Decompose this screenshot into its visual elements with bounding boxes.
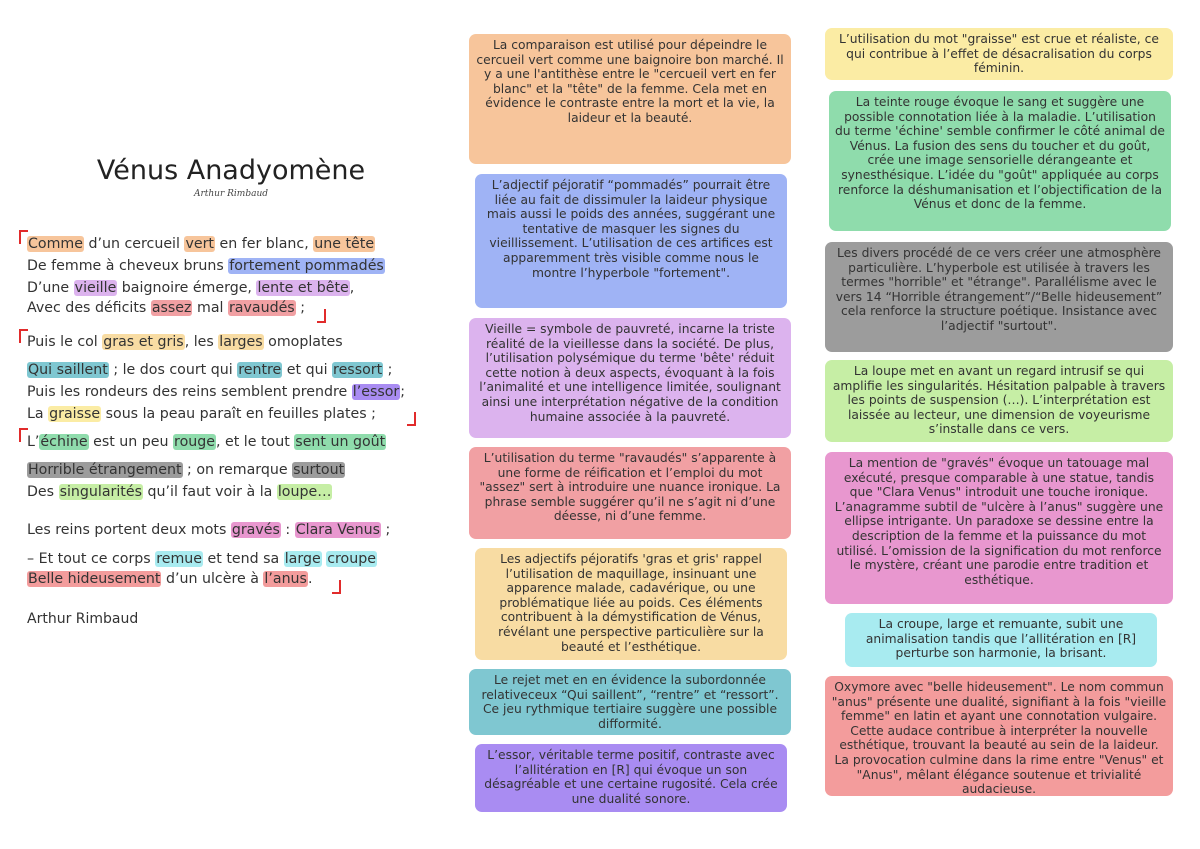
- poem-text: :: [280, 522, 295, 538]
- poem-text: , et le tout: [215, 434, 295, 450]
- note-comparaison: La comparaison est utilisé pour dépeindre le cercueil vert comme une baignoire bon marché. Il y a une l'antithèse entre le "cercueil vert en fer blanc" et la "tête" de la femme. Cela met en évidence le contraste entre la mort et la vie, la laideur et la beauté.: [469, 34, 791, 164]
- poem-text: Des: [27, 484, 59, 500]
- poem-text: en fer blanc,: [214, 236, 314, 252]
- bracket-close: [407, 412, 416, 426]
- highlight-lanus: l’anus: [264, 571, 307, 587]
- poem-line-8: [27, 404, 376, 424]
- note-vieille: Vieille = symbole de pauvreté, incarne la triste réalité de la vieillesse dans la société. De plus, l’utilisation polysémique du terme 'bête' réduit cette notion à deux aspects, évoquant à la fois l’animalité et une intelligence limitée, soulignant ainsi une interprétation négative de la condition humaine associée à la pauvreté.: [469, 318, 791, 438]
- poem-text: d’un ulcère à: [161, 571, 264, 587]
- bracket-open: [19, 329, 28, 343]
- poem-text: et tend sa: [203, 551, 284, 567]
- poem-line-6: [27, 360, 392, 380]
- highlight-ravaudes: ravaudés: [228, 300, 295, 316]
- poem-text: – Et tout ce corps: [27, 551, 156, 567]
- poem-text: D’une: [27, 280, 74, 296]
- highlight-ressort: ressort: [333, 362, 383, 378]
- note-horrible: Les divers procédé de ce vers créer une atmosphère particulière. L’hyperbole est utilisée à travers les termes "horrible" et "étrange". Parallélisme avec le vers 14 “Horrible étrangement”/“Belle hideusement” cela renforce la structure poétique. Insistance avec l’adjectif "surtout".: [825, 242, 1173, 352]
- poem-text: .: [307, 571, 313, 587]
- highlight-loupe: loupe…: [277, 484, 332, 500]
- highlight-clara-venus: Clara Venus: [295, 522, 381, 538]
- poem-line-13: [27, 549, 377, 569]
- poem-line-10: [27, 460, 345, 480]
- highlight-graves: gravés: [231, 522, 280, 538]
- highlight-croupe: croupe: [327, 551, 376, 567]
- highlight-une-tete: une tête: [314, 236, 375, 252]
- poem-text: ; le dos court qui: [108, 362, 238, 378]
- poem-text: sous la peau paraît en feuilles plates ;: [101, 406, 376, 422]
- poem-line-11: [27, 482, 332, 502]
- poem-text: est un peu: [88, 434, 174, 450]
- poem-text: ;: [381, 522, 391, 538]
- highlight-assez: assez: [151, 300, 192, 316]
- poem-text: , les: [184, 334, 219, 350]
- highlight-echine: échine: [40, 434, 88, 450]
- highlight-large: large: [284, 551, 321, 567]
- poem-line-7: [27, 382, 405, 402]
- poem-text: Avec des déficits: [27, 300, 151, 316]
- poem-text: La: [27, 406, 49, 422]
- poem-line-2: [27, 256, 385, 276]
- page-title: Vénus Anadyomène: [96, 155, 366, 186]
- highlight-lessor: l’essor: [352, 384, 400, 400]
- bracket-open: [19, 428, 28, 442]
- note-croupe: La croupe, large et remuante, subit une animalisation tandis que l’allitération en [R] perturbe son harmonie, la brisant.: [845, 613, 1157, 667]
- note-gras-et-gris: Les adjectifs péjoratifs 'gras et gris' rappel l’utilisation de maquillage, insinuant une apparence malade, cadavérique, ou une problématique liée au poids. Ces éléments contribuent à la démystification de Vénus, révélant une perspective particulière sur la beauté et l’esthétique.: [475, 548, 787, 660]
- poem-text: De femme à cheveux bruns: [27, 258, 229, 274]
- poem-text: ; on remarque: [182, 462, 293, 478]
- highlight-belle-hideusement: Belle hideusement: [28, 571, 161, 587]
- page-subtitle: Arthur Rimbaud: [193, 189, 269, 199]
- poem-line-3: [27, 278, 354, 298]
- highlight-fortement-pommades: fortement pommadés: [229, 258, 384, 274]
- highlight-sent-un-gout: sent un goût: [295, 434, 386, 450]
- highlight-rentre: rentre: [238, 362, 282, 378]
- poem-text: Puis le col: [27, 334, 103, 350]
- highlight-gras-et-gris: gras et gris: [103, 334, 184, 350]
- highlight-graisse: graisse: [49, 406, 101, 422]
- poem-line-12: [27, 520, 390, 540]
- note-loupe: La loupe met en avant un regard intrusif se qui amplifie les singularités. Hésitation palpable à travers les points de suspension (…). L’interprétation est laissée au lecteur, une dimension de voyeurisme s’installe dans ce vers.: [825, 360, 1173, 442]
- highlight-lente-et-bete: lente et bête: [257, 280, 349, 296]
- poem-line-14: [27, 569, 312, 589]
- highlight-vert: vert: [185, 236, 214, 252]
- bracket-open: [19, 230, 28, 244]
- poem-text: omoplates: [263, 334, 343, 350]
- poem-text: ,: [349, 280, 355, 296]
- note-pommades: L’adjectif péjoratif “pommadés” pourrait être liée au fait de dissimuler la laideur physique mais aussi le poids des années, suggérant une tentative de masquer les signes du vieillissement. L’utilisation de ces artifices est apparemment très visible comme nous le montre l’hyperbole "fortement".: [475, 174, 787, 308]
- poem-text: ;: [383, 362, 393, 378]
- poem-text: L’: [27, 434, 40, 450]
- poem-line-5: [27, 332, 343, 352]
- poem-text: Puis les rondeurs des reins semblent prendre: [27, 384, 352, 400]
- note-graisse: L’utilisation du mot "graisse" est crue et réaliste, ce qui contribue à l’effet de désacralisation du corps féminin.: [825, 28, 1173, 80]
- poem-text: ;: [295, 300, 306, 316]
- highlight-remue: remue: [156, 551, 203, 567]
- highlight-larges: larges: [219, 334, 263, 350]
- highlight-surtout: surtout: [293, 462, 345, 478]
- bracket-close: [332, 580, 341, 594]
- poem-text: et qui: [282, 362, 333, 378]
- poem-text: d’un cercueil: [83, 236, 185, 252]
- highlight-comme: Comme: [28, 236, 83, 252]
- note-oxymore: Oxymore avec "belle hideusement". Le nom commun "anus" présente une dualité, signifiant à la fois "vieille femme" en latin et ayant une connotation vulgaire. Cette audace contribue à interpréter la nouvelle esthétique, trouvant la beauté au sein de la laideur. La provocation culmine dans la rime entre "Venus" et "Anus", mêlant élégance soutenue et trivialité audacieuse.: [825, 676, 1173, 796]
- poem-text: baignoire émerge,: [117, 280, 257, 296]
- poem-line-1: [27, 234, 375, 254]
- highlight-horrible-etrangement: Horrible étrangement: [28, 462, 182, 478]
- highlight-qui-saillent: Qui saillent: [28, 362, 108, 378]
- highlight-singularites: singularités: [59, 484, 142, 500]
- highlight-rouge: rouge: [174, 434, 215, 450]
- poem-text: ;: [400, 384, 406, 400]
- note-rejet: Le rejet met en en évidence la subordonnée relativeceux “Qui saillent”, “rentre” et “ressort”. Ce jeu rythmique tertiaire suggère une possible difformité.: [469, 669, 791, 735]
- note-ravaudes: L’utilisation du terme "ravaudés" s’apparente à une forme de réification et l’emploi du mot "assez" sert à introduire une nuance ironique. La phrase semble suggérer qu’il ne s’agit ni d’une déesse, ni d’une femme.: [469, 447, 791, 539]
- highlight-vieille: vieille: [74, 280, 117, 296]
- poem-text: qu’il faut voir à la: [142, 484, 277, 500]
- note-essor: L’essor, véritable terme positif, contraste avec l’allitération en [R] qui évoque un son désagréable et une certaine rugosité. Cela crée une dualité sonore.: [475, 744, 787, 812]
- poem-line-4: [27, 298, 305, 318]
- poem-line-9: [27, 432, 386, 452]
- poem-author: Arthur Rimbaud: [27, 611, 139, 627]
- bracket-close: [317, 309, 326, 323]
- poem-text: Les reins portent deux mots: [27, 522, 231, 538]
- note-graves: La mention de "gravés" évoque un tatouage mal exécuté, presque comparable à une statue, tandis que "Clara Venus" introduit une touche ironique. L’anagramme subtil de "ulcère à l’anus" suggère une ellipse intrigante. Un paradoxe se dessine entre la description de la femme et la puissance du mot utilisé. L’omission de la signification du mot renforce le mystère, créant une parodie entre tradition et esthétique.: [825, 452, 1173, 604]
- note-rouge: La teinte rouge évoque le sang et suggère une possible connotation liée à la maladie. L’utilisation du terme 'échine' semble confirmer le côté animal de Vénus. La fusion des sens du toucher et du goût, crée une image sensorielle dérangeante et synesthésique. L’idée du "goût" appliquée au corps renforce la déshumanisation et l’objectification de la Vénus et donc de la femme.: [829, 91, 1171, 231]
- poem-text: mal: [192, 300, 228, 316]
